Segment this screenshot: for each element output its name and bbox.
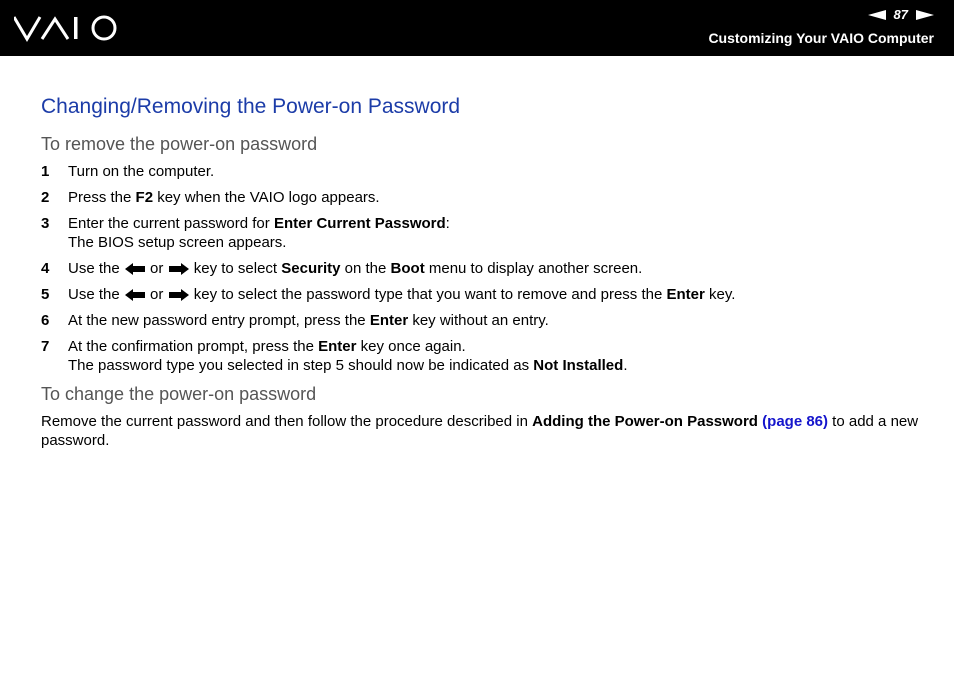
left-arrow-key-icon: [125, 263, 145, 275]
next-page-arrow-icon[interactable]: [916, 10, 934, 20]
vaio-logo: [14, 14, 120, 47]
step-5: 5 Use the or key to select the password type that you want to remove and press the Enter key.: [41, 286, 736, 303]
page-number: 87: [893, 7, 908, 22]
step-1: 1 Turn on the computer.: [41, 163, 215, 180]
change-password-paragraph: Remove the current password and then follow the procedure described in Adding the Power-on Password (page 86) to add a new password.: [41, 413, 919, 449]
page-86-link[interactable]: (page 86): [762, 413, 829, 430]
previous-page-arrow-icon[interactable]: [868, 10, 886, 20]
right-arrow-key-icon: [169, 289, 189, 301]
step-3: 3 Enter the current password for Enter Current Password: The BIOS setup screen appears.: [41, 215, 450, 251]
step-6: 6 At the new password entry prompt, press the Enter key without an entry.: [41, 312, 549, 329]
page-title: Changing/Removing the Power-on Password: [41, 95, 461, 118]
change-password-heading: To change the power-on password: [41, 384, 317, 404]
left-arrow-key-icon: [125, 289, 145, 301]
right-arrow-key-icon: [169, 263, 189, 275]
step-2: 2 Press the F2 key when the VAIO logo appears.: [41, 189, 380, 206]
step-7: 7 At the confirmation prompt, press the Enter key once again. The password type you selected in step 5 should now be indicated as Not Installed.: [41, 338, 628, 374]
page-header: [0, 0, 954, 56]
page-navigation: [868, 7, 934, 22]
step-4: 4 Use the or key to select Security on the Boot menu to display another screen.: [41, 260, 643, 277]
remove-password-heading: To remove the power-on password: [41, 134, 318, 154]
remove-password-steps: [41, 162, 921, 382]
section-title: Customizing Your VAIO Computer: [708, 30, 934, 46]
